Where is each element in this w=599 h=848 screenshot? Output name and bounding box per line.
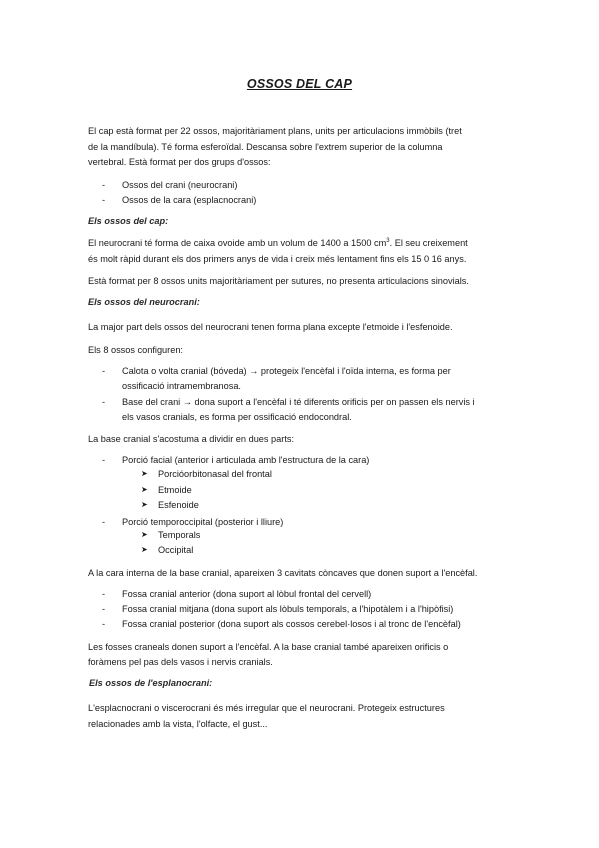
sub-list-item-text: Occipital	[158, 545, 194, 555]
document-page: OSSOS DEL CAP El cap està format per 22 ossos, majoritàriament plans, units per articulacions immòbils (tret de la mandíbula). Té forma esferoïdal. Descansa sobre l'extrem superior de la columna vertebral. Està format per dos grups d'ossos: - Ossos del crani (neurocrani) - Ossos de la cara (esplacnocrani) Els ossos del cap: El neurocrani té forma de caixa ovoide amb un volum de 1400 a 1500 $cm^3$. El seu creixement és molt ràpid durant els dos primers anys de vida i creix més lentament fins els 15 0 16 anys. Està format per 8 ossos units majoritàriament per sutures, no presenta articulacions sinovials. Els ossos del neurocrani: La major part dels ossos del neurocrani tenen forma plana excepte l'etmoide i l'esfenoide. Els 8 ossos configuren: - Calota o volta cranial (bóveda) → protegeix l'encèfal i l'oïda interna, es forma per ossificació intramembranosa. - Base del crani → dona suport a l'encèfal i té diferents orificis per on passen els nervis i els vasos cranials, es forma per ossificació endocondral. La base cranial s'acostuma a dividir en dues parts: - Porció facial (anterior i articulada amb l'estructura de la cara) ➤ Porcióorbitonasal del frontal ➤ Etmoide ➤ Esfenoide - Porció temporoccipital (posterior i lliure) ➤ Temporals ➤ Occipital A la cara interna de la base cranial, apareixen 3 cavitats còncaves que donen suport a l'encèfal. - Fossa cranial anterior (dona suport al lòbul frontal del cervell) - Fossa cranial mitjana (dona suport als lòbuls temporals, a l'hipotàlem i a l'hipòfisi) - Fossa cranial posterior (dona suport als cossos cerebel·losos i al tronc de l'encèfal) Les fosses craneals donen suport a l'encèfal. A la base cranial també apareixen orificis o foràmens pel pas dels vasos i nervis cranials. Els ossos de l'esplanocrani: L'esplacnocrani o viscerocrani és més irregular que el neurocrani. Protegeix estructures relacionades amb la vista, l'olfacte, el gust...	[0, 0, 599, 848]
text-part: El neurocrani té forma de caixa ovoide amb un volum de 1400 a 1500 cm	[88, 238, 387, 248]
superscript: 3	[386, 237, 390, 244]
intro-line-3: vertebral. Està format per dos grups d'ossos:	[88, 157, 271, 167]
paragraph: La major part dels ossos del neurocrani tenen forma plana excepte l'etmoide i l'esfenoide.	[88, 322, 453, 332]
arrow-bullet-icon: ➤	[141, 545, 148, 554]
list-item-text: Porció facial (anterior i articulada amb l'estructura de la cara)	[122, 455, 370, 465]
list-item-text: Fossa cranial posterior (dona suport als cossos cerebel·losos i al tronc de l'encèfal)	[122, 619, 461, 629]
list-item-text: Fossa cranial mitjana (dona suport als lòbuls temporals, a l'hipotàlem i a l'hipòfisi)	[122, 604, 454, 614]
paragraph-line: és molt ràpid durant els dos primers anys de vida i creix més lentament fins els 15 0 16 anys.	[88, 254, 467, 264]
text-part: . El seu creixement	[389, 238, 468, 248]
paragraph: La base cranial s'acostuma a dividir en dues parts:	[88, 434, 295, 444]
sub-list-item-text: Etmoide	[158, 485, 192, 495]
arrow-bullet-icon: ➤	[141, 530, 148, 539]
paragraph-line: relacionades amb la vista, l'olfacte, el gust...	[88, 719, 268, 729]
arrow-bullet-icon: ➤	[141, 469, 148, 478]
list-item-text: Calota o volta cranial (bóveda) → protegeix l'encèfal i l'oïda interna, es forma per	[122, 366, 451, 376]
sub-list-item-text: Temporals	[158, 530, 201, 540]
paragraph: Els 8 ossos configuren:	[88, 345, 183, 355]
intro-line-2: de la mandíbula). Té forma esferoïdal. Descansa sobre l'extrem superior de la columna	[88, 142, 443, 152]
arrow-bullet-icon: ➤	[141, 500, 148, 509]
section-heading-esplanocrani: Els ossos de l'esplanocrani:	[89, 678, 213, 688]
paragraph-line: Les fosses craneals donen suport a l'encèfal. A la base cranial també apareixen orificis o	[88, 642, 449, 652]
intro-line-1: El cap està format per 22 ossos, majoritàriament plans, units per articulacions immòbils (tret	[88, 126, 462, 136]
list-item-text: Ossos de la cara (esplacnocrani)	[122, 195, 257, 205]
section-heading-neurocrani: Els ossos del neurocrani:	[88, 297, 200, 307]
page-title: OSSOS DEL CAP	[246, 77, 353, 91]
paragraph-line: L'esplacnocrani o viscerocrani és més irregular que el neurocrani. Protegeix estructures	[88, 703, 445, 713]
list-item-text: Fossa cranial anterior (dona suport al lòbul frontal del cervell)	[122, 589, 372, 599]
sub-list-item-text: Esfenoide	[158, 500, 199, 510]
list-item-text: Porció temporoccipital (posterior i lliure)	[122, 517, 284, 527]
arrow-bullet-icon: ➤	[141, 485, 148, 494]
list-item-text: Ossos del crani (neurocrani)	[122, 180, 238, 190]
sub-list-item-text: Porcióorbitonasal del frontal	[158, 469, 272, 479]
list-item-text: ossificació intramembranosa.	[122, 381, 241, 391]
list-item-text: els vasos cranials, es forma per ossificació endocondral.	[122, 412, 352, 422]
section-heading-cap: Els ossos del cap:	[88, 216, 169, 226]
paragraph-line: foràmens pel pas dels vasos i nervis cranials.	[88, 657, 273, 667]
list-item-text: Base del crani → dona suport a l'encèfal i té diferents orificis per on passen els nervis i	[122, 397, 475, 407]
paragraph: A la cara interna de la base cranial, apareixen 3 cavitats còncaves que donen suport a l'encèfal.	[88, 568, 478, 578]
paragraph-line	[88, 236, 518, 252]
paragraph: Està format per 8 ossos units majoritàriament per sutures, no presenta articulacions sinovials.	[88, 276, 469, 286]
